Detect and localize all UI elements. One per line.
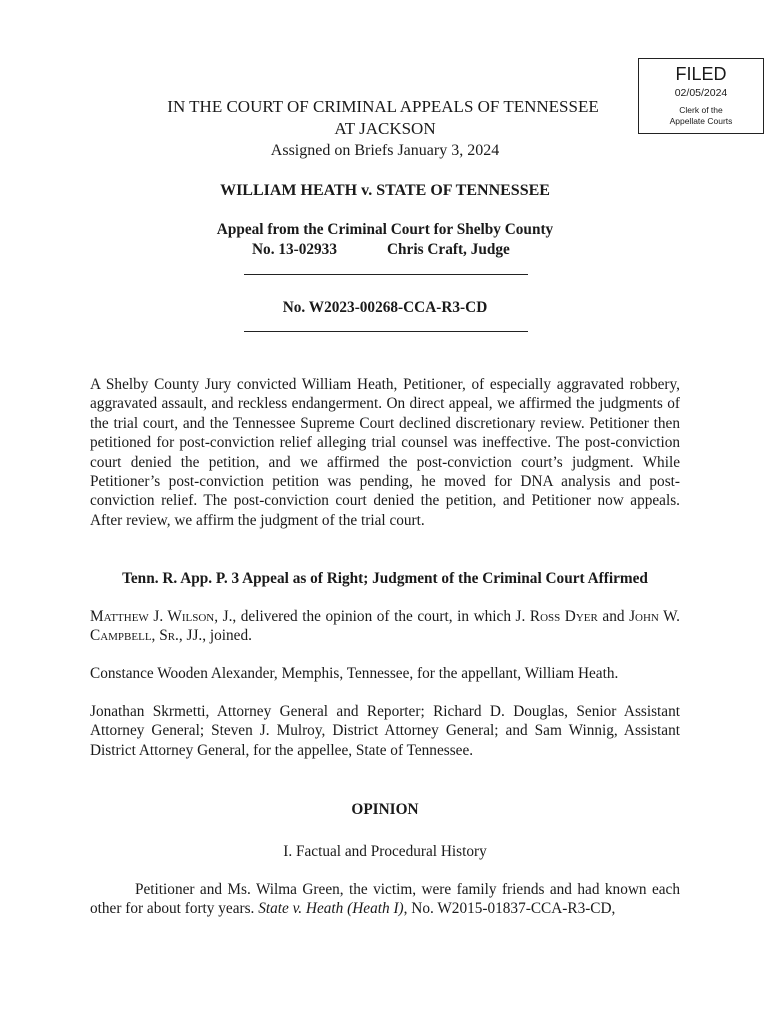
section-heading: I. Factual and Procedural History xyxy=(283,843,487,860)
court-location: AT JACKSON xyxy=(334,119,436,138)
assigned-date: Assigned on Briefs January 3, 2024 xyxy=(270,142,500,159)
case-summary: A Shelby County Jury convicted William Heath, Petitioner, of especially aggravated robbery, aggravated assault, and reckless endangerment. On direct appeal, we affirmed the judgments of the trial court, and the Tennessee Supreme Court declined discretionary review. Petitioner then petitioned for post-conviction relief alleging trial counsel was ineffective. The post-conviction court denied the petition, and we affirmed the post-conviction court’s judgment. While Petitioner’s post-conviction petition was pending, he moved for DNA analysis and post-conviction relief. The post-conviction court denied the petition, and Petitioner now appeals. After review, we affirm the judgment of the trial court. xyxy=(90,376,680,529)
opinion-heading: OPINION xyxy=(351,801,419,818)
filed-clerk-line1: Clerk of the xyxy=(679,105,723,115)
joining-judge-2: John W. Campbell, Sr. xyxy=(90,608,680,645)
body-paragraph xyxy=(90,880,680,919)
trial-judge: Chris Craft, Judge xyxy=(387,241,510,258)
author-name: Matthew J. Wilson xyxy=(90,608,215,625)
opinion-authorship xyxy=(90,607,680,646)
body-text-1: Petitioner and Ms. Wilma Green, the victim, were family friends and had known each other for about forty years. xyxy=(90,881,680,918)
filed-date: 02/05/2024 xyxy=(674,87,728,99)
header-rule-bottom xyxy=(244,331,528,332)
filed-label: FILED xyxy=(675,64,727,84)
header-rule-top xyxy=(244,274,528,275)
case-title: WILLIAM HEATH v. STATE OF TENNESSEE xyxy=(220,182,550,199)
authorship-text-1: , J., delivered the opinion of the court, in which xyxy=(214,608,516,625)
body-text-2: , No. W2015-01837-CCA-R3-CD, xyxy=(403,900,616,918)
docket-number: No. W2023-00268-CCA-R3-CD xyxy=(282,299,488,316)
court-name: IN THE COURT OF CRIMINAL APPEALS OF TENNESSEE xyxy=(167,97,599,116)
authorship-text-2: and xyxy=(597,608,630,625)
counsel-appellant: Constance Wooden Alexander, Memphis, Tennessee, for the appellant, William Heath. xyxy=(90,665,619,682)
joining-judge-1: J. Ross Dyer xyxy=(515,608,598,625)
case-citation: State v. Heath (Heath I) xyxy=(258,900,404,918)
filed-clerk-line2: Appellate Courts xyxy=(669,116,733,126)
lower-court-number: No. 13-02933 xyxy=(252,241,337,258)
counsel-appellee: Jonathan Skrmetti, Attorney General and Reporter; Richard D. Douglas, Senior Assistant Attorney General; Steven J. Mulroy, District Attorney General; and Sam Winnig, Assistant District Attorney General, for the appellee, State of Tennessee. xyxy=(90,703,680,759)
appeal-from: Appeal from the Criminal Court for Shelby County xyxy=(216,221,554,238)
authorship-text-3: , JJ., joined. xyxy=(178,627,252,645)
disposition: Tenn. R. App. P. 3 Appeal as of Right; Judgment of the Criminal Court Affirmed xyxy=(122,570,648,587)
